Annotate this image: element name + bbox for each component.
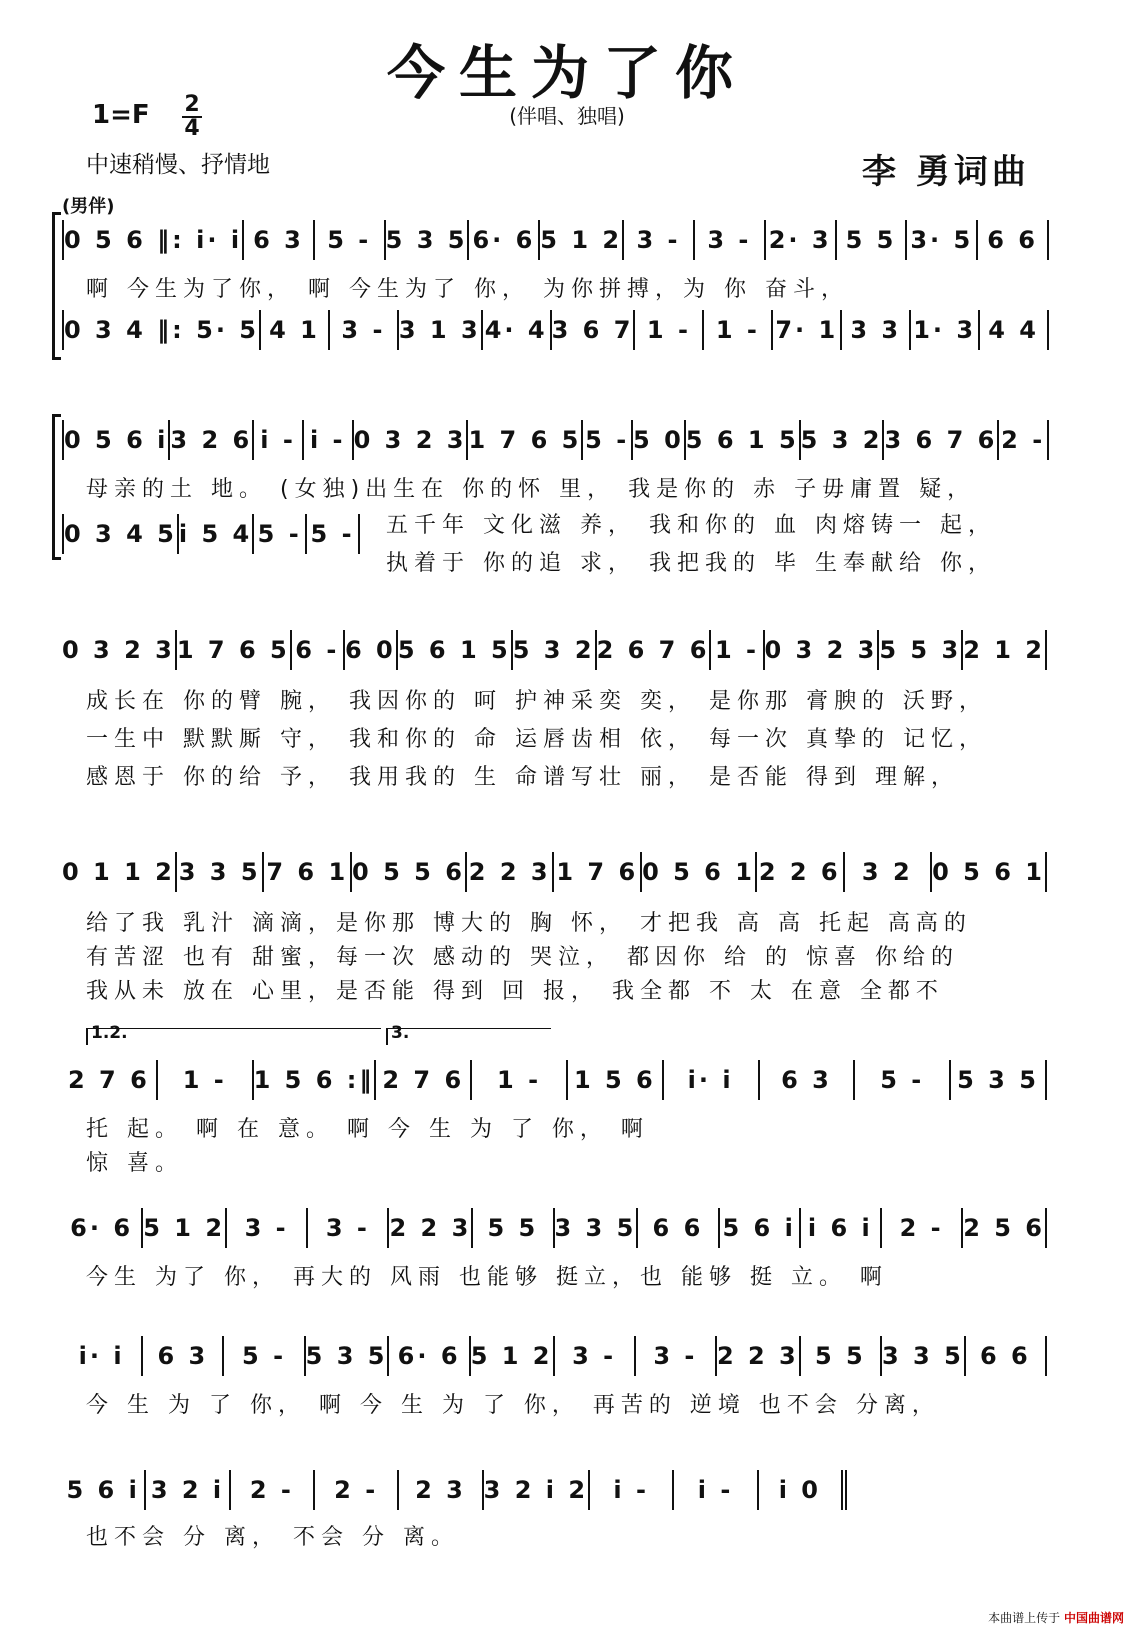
measure: 1 5 6 [568,1060,664,1100]
lyric-line: 有苦涩 也有 甜蜜，每一次 感动的 哭泣， 都因你 给 的 惊喜 你给的 [86,945,959,970]
system-4-staff [62,852,1047,892]
measure: 3 - [636,1336,717,1376]
measure: 5 3 2 [801,420,885,460]
measure: 2 2 3 [717,1336,801,1376]
system-6-staff [62,1208,1047,1248]
measure: 0 3 2 3 [354,420,469,460]
volta-label: 1.2. [91,1023,128,1043]
final-measure: i 0 [759,1470,847,1510]
measure: 5 - [307,514,360,554]
measure: 3 - [624,220,695,260]
measure: 5 1 2 [471,1336,555,1376]
measure: 3 - [555,1336,636,1376]
lyric-line: 今生 为了 你， 再大的 风雨 也能够 挺立，也 能够 挺 立。 啊 [86,1265,888,1290]
measure: 3 1 3 [399,310,483,350]
measure: 3 3 5 [882,1336,966,1376]
measure: 4· 4 [483,310,552,350]
measure: 0 3 4 5 [64,514,179,554]
measure: 3 - [330,310,399,350]
measure: 1 7 6 5 [177,630,292,670]
measure: 1 - [711,630,764,670]
measure: 6 3 [760,1060,856,1100]
measure: 6 3 [143,1336,224,1376]
measure: 0 5 6 1 [932,852,1047,892]
system-2-lower-staff [62,514,360,554]
measure: 5 5 [801,1336,882,1376]
measure: 6· 6 [469,220,540,260]
watermark [988,1609,1124,1626]
system-brace [52,212,61,360]
measure: 5 - [224,1336,305,1376]
song-subtitle: (伴唱、独唱) [509,104,625,128]
measure: 0 3 4 ‖: 5· 5 [64,310,261,350]
measure: 0 5 6 i [64,420,170,460]
measure: 2 7 6 [376,1060,472,1100]
volta-label: 3. [391,1023,410,1043]
measure: 6 3 [244,220,315,260]
lyric-line: 今 生 为 了 你， 啊 今 生 为 了 你， 再苦的 逆境 也不会 分离， [86,1393,940,1418]
lyric-line: 惊 喜。 [86,1151,183,1176]
measure: 5 - [583,420,633,460]
measure: 5 0 [633,420,686,460]
measure: 3 - [227,1208,308,1248]
measure: 2 - [999,420,1049,460]
part-label: (男伴) [62,196,115,217]
system-brace [52,414,61,560]
measure: 2 5 6 [963,1208,1047,1248]
measure: 2 2 3 [467,852,555,892]
measure: 4 4 [980,310,1049,350]
measure: 3 2 [845,852,933,892]
measure: 5 6 i [62,1470,146,1510]
measure: 1 7 6 [554,852,642,892]
measure: 5 1 2 [540,220,624,260]
lyric-line: 托 起。 啊 在 意。 啊 今 生 为 了 你， 啊 [86,1117,649,1142]
measure: 5 - [315,220,386,260]
measure: 5 3 5 [306,1336,390,1376]
measure: 0 3 2 3 [765,630,880,670]
measure: 6 - [292,630,345,670]
song-title: 今生为了你 [386,39,747,107]
measure: 2 7 6 [62,1060,158,1100]
measure: 3 6 7 6 [884,420,999,460]
measure: 5 3 2 [513,630,597,670]
key-signature: 1=F [92,100,150,130]
measure: 2 - [231,1470,315,1510]
system-1-lower-staff [62,310,1049,350]
lyric-line: 啊 今生为了你， 啊 今生为了 你， 为你拼搏，为 你 奋斗， [86,277,849,302]
measure: i· i [62,1336,143,1376]
measure: 3 - [308,1208,389,1248]
lyric-line: 也不会 分 离， 不会 分 离。 [86,1525,459,1550]
volta-third-ending [386,1023,551,1045]
measure: i - [674,1470,758,1510]
watermark-site: 中国曲谱网 [1063,1611,1124,1625]
measure: 5 5 3 [879,630,963,670]
measure: i 6 i [801,1208,882,1248]
lyric-line: 感恩于 你的给 予， 我用我的 生 命谱写壮 丽， 是否能 得到 理解， [86,765,959,790]
time-signature-bottom: 4 [184,116,200,141]
measure: 7· 1 [773,310,842,350]
measure: 5 3 5 [386,220,470,260]
measure: 1 - [158,1060,254,1100]
measure: i - [304,420,354,460]
measure: 5 1 2 [143,1208,227,1248]
measure: 6 6 [978,220,1049,260]
measure: 6 6 [638,1208,719,1248]
time-signature-top: 2 [184,92,200,117]
measure: i· i [664,1060,760,1100]
system-1-upper-staff [62,220,1049,260]
measure: 3· 5 [907,220,978,260]
measure: 3 3 [842,310,911,350]
measure: 1 7 6 5 [468,420,583,460]
system-5-staff [62,1060,1047,1100]
measure: 1 - [704,310,773,350]
measure: 5 - [254,514,307,554]
measure: 1 5 6 :‖ [254,1060,377,1100]
measure: 2 1 2 [963,630,1047,670]
measure: 3 2 6 [170,420,254,460]
measure: 3 - [695,220,766,260]
measure: 6 6 [966,1336,1047,1376]
watermark-text: 本曲谱上传于 [988,1611,1061,1625]
measure: 1 - [635,310,704,350]
measure: 0 3 2 3 [62,630,177,670]
measure: 5 5 [473,1208,554,1248]
measure: 6· 6 [389,1336,470,1376]
lyric-line: 成长在 你的臂 腕， 我因你的 呵 护神采奕 奕， 是你那 膏腴的 沃野， [86,689,987,714]
measure: 3 2 i 2 [484,1470,590,1510]
measure: 6· 6 [62,1208,143,1248]
lyric-line: 给了我 乳汁 滴滴，是你那 博大的 胸 怀， 才把我 高 高 托起 高高的 [86,911,972,936]
measure: i - [590,1470,674,1510]
system-7-staff [62,1336,1047,1376]
measure: 0 5 6 ‖: i· i [64,220,244,260]
system-2-upper-staff [62,420,1049,460]
lyric-line: 一生中 默默厮 守， 我和你的 命 运唇齿相 依， 每一次 真挚的 记忆， [86,727,987,752]
measure: 3 2 i [146,1470,230,1510]
measure: 0 5 5 6 [352,852,467,892]
measure: 2 - [315,1470,399,1510]
lyric-line: 我从未 放在 心里，是否能 得到 回 报， 我全都 不 太 在意 全都不 [86,979,944,1004]
measure: 6 0 [345,630,398,670]
composer-credit: 李 勇词曲 [862,152,1030,192]
measure: 0 1 1 2 [62,852,177,892]
measure: 2 2 3 [389,1208,473,1248]
measure: 5 6 1 5 [686,420,801,460]
measure: 4 1 [261,310,330,350]
measure: 1 - [472,1060,568,1100]
measure: 1· 3 [911,310,980,350]
system-8-staff [62,1470,847,1510]
time-signature [182,94,202,140]
measure: 2 3 [399,1470,483,1510]
lyric-line: 母亲的土 地。 (女独)出生在 你的怀 里， 我是你的 赤 子毋庸置 疑， [86,477,976,502]
measure: 2· 3 [766,220,837,260]
measure: 3 6 7 [552,310,636,350]
measure: 2 2 6 [757,852,845,892]
lyric-line: 五千年 文化滋 养， 我和你的 血 肉熔铸一 起， [386,513,996,538]
measure: 2 6 7 6 [597,630,712,670]
measure: i - [254,420,304,460]
measure: 7 6 1 [264,852,352,892]
measure: 5 5 [837,220,908,260]
measure: 3 3 5 [555,1208,639,1248]
measure: 5 6 1 5 [398,630,513,670]
measure: 5 6 i [720,1208,801,1248]
volta-first-ending [86,1023,381,1045]
measure: 3 3 5 [177,852,265,892]
measure: i 5 4 [179,514,254,554]
tempo-marking: 中速稍慢、抒情地 [86,152,270,178]
lyric-line: 执着于 你的追 求， 我把我的 毕 生奉献给 你， [386,551,996,576]
measure: 5 3 5 [951,1060,1047,1100]
system-3-staff [62,630,1047,670]
measure: 0 5 6 1 [642,852,757,892]
measure: 2 - [882,1208,963,1248]
measure: 5 - [855,1060,951,1100]
